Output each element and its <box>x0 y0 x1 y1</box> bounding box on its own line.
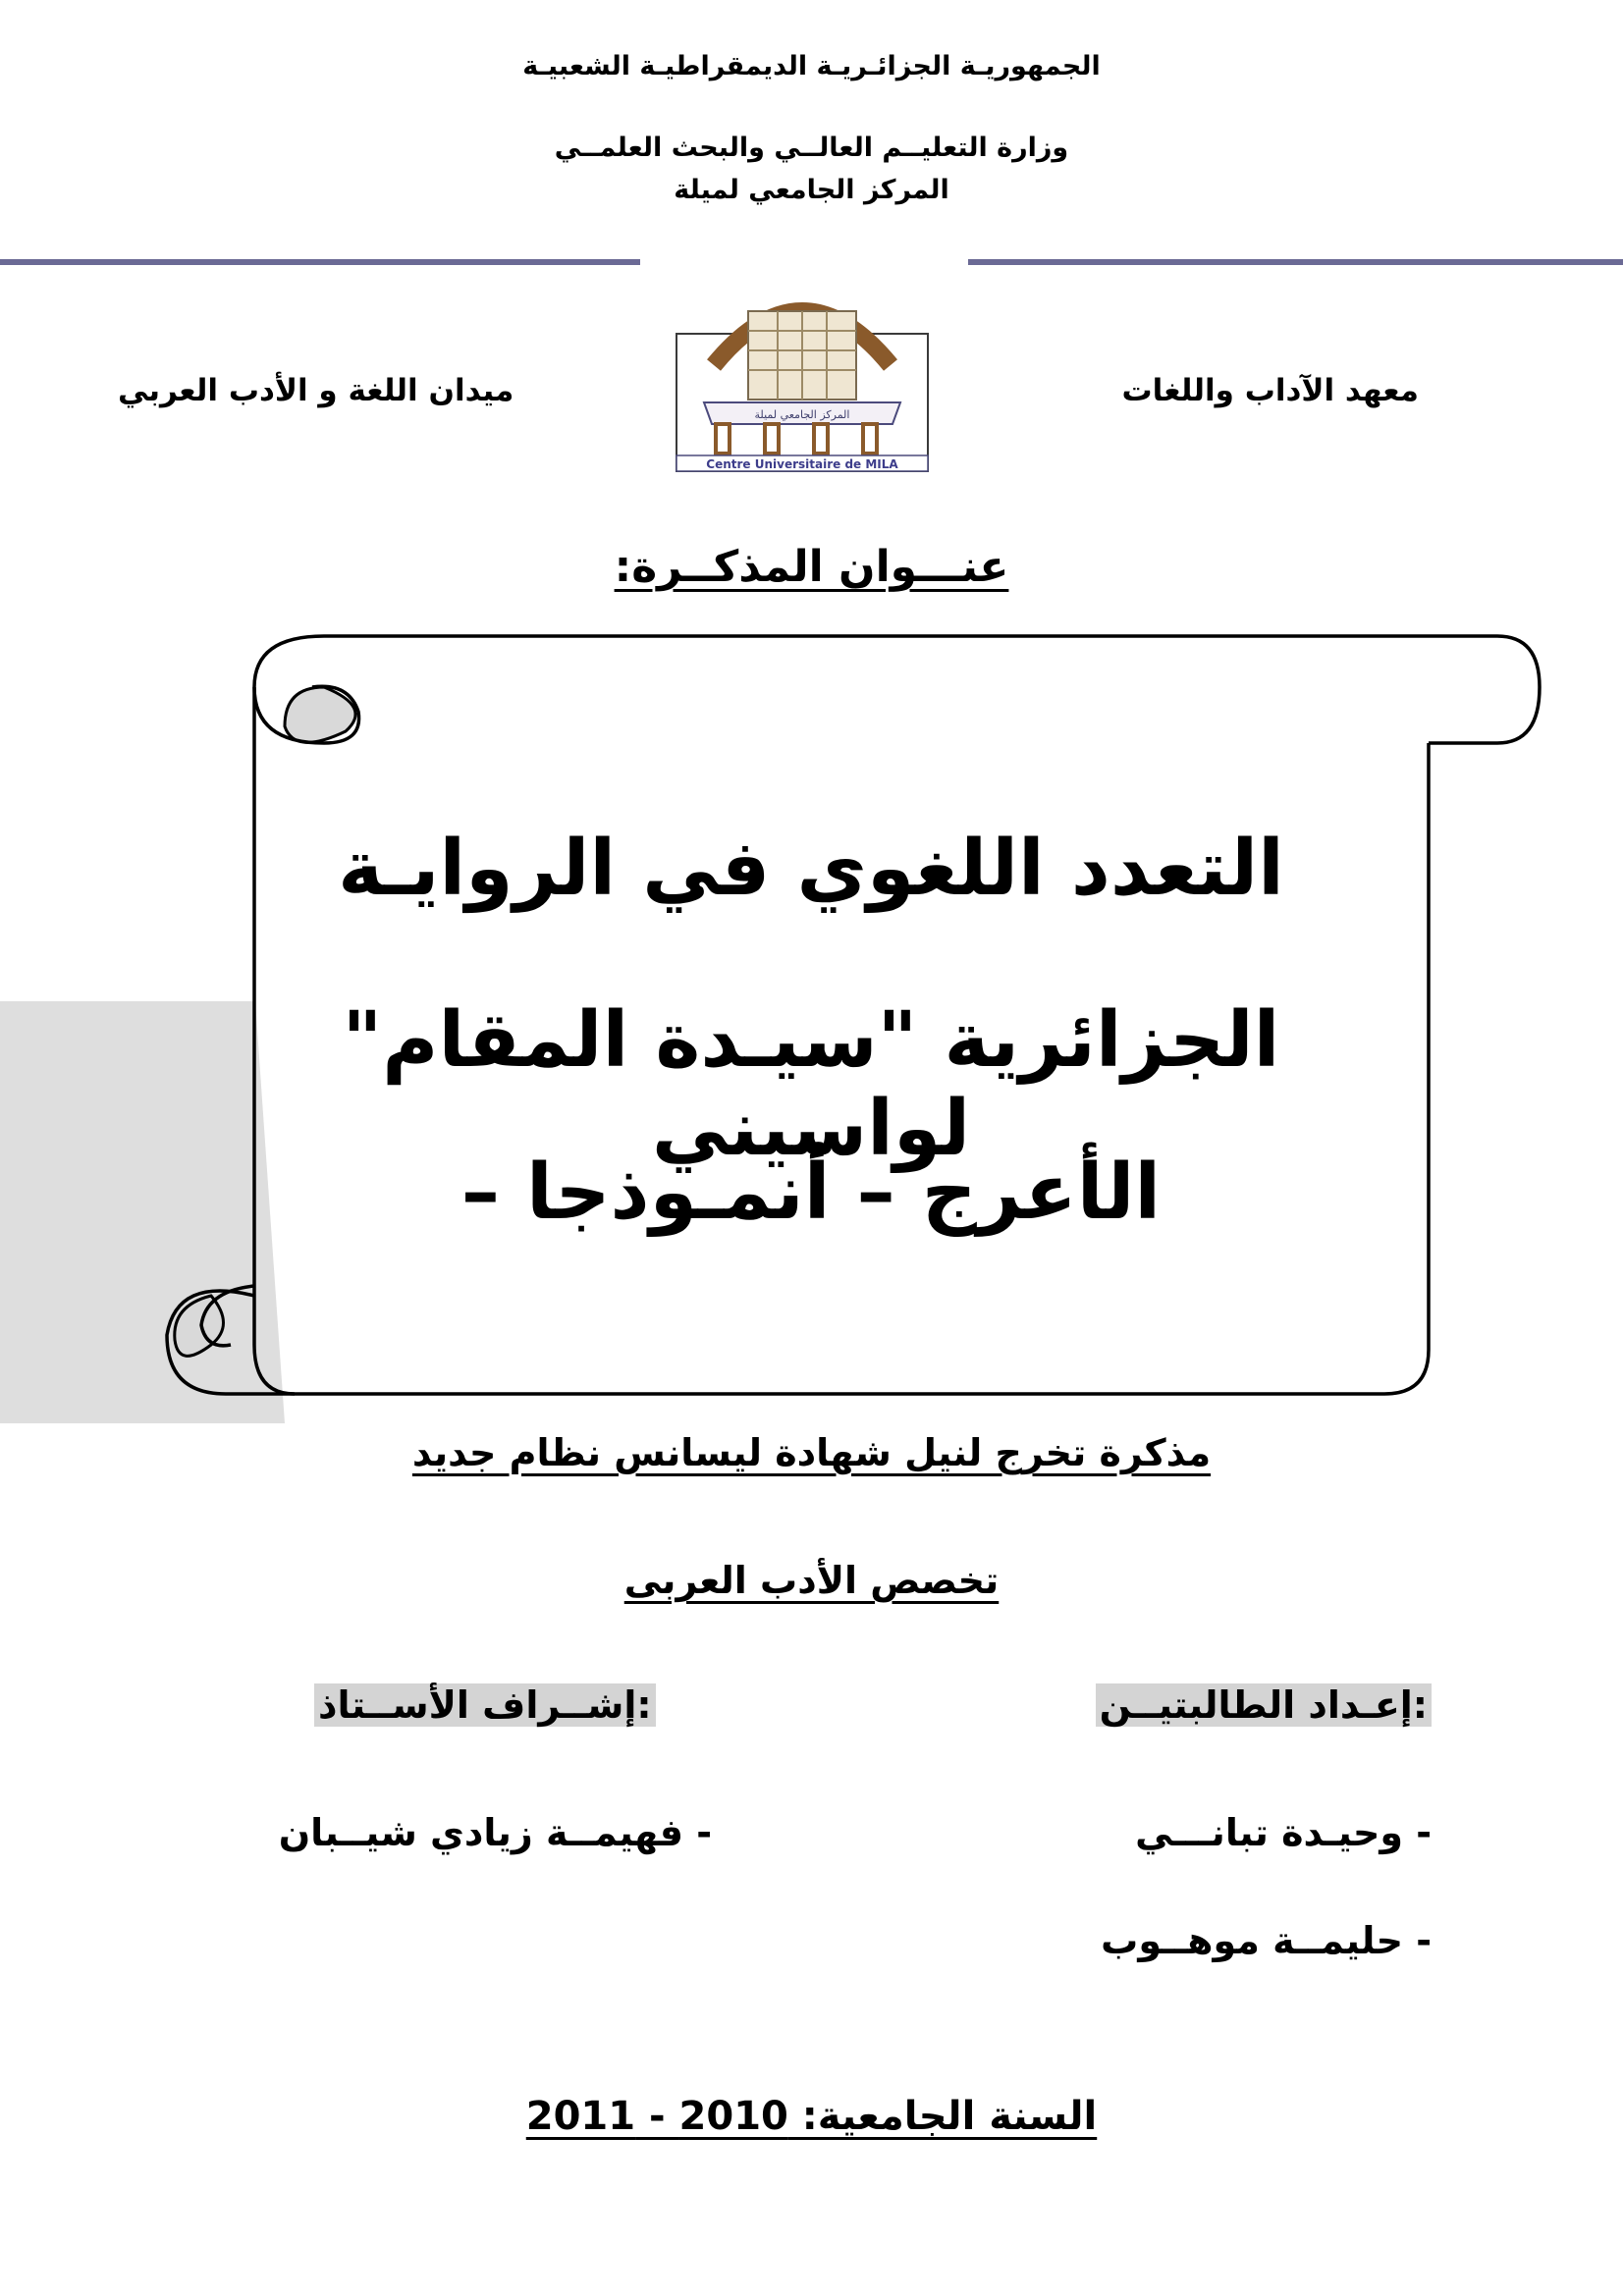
logo-banner-text: المركز الجامعي لميلة <box>754 408 850 421</box>
student-name-1: - وحيـدة تبانـــي <box>1135 1811 1432 1854</box>
thesis-title-line-3: الأعرج – أنمـوذجا – <box>460 1148 1162 1237</box>
logo-caption: Centre Universitaire de MILA <box>706 457 898 471</box>
thesis-title-line-1: التعدد اللغوي في الروايـة <box>338 825 1284 913</box>
specialty-label: تخصص الأدب العربى <box>623 1559 1000 1602</box>
field-label: ميدان اللغة و الأدب العربي <box>118 373 514 408</box>
center-title: المركز الجامعي لميلة <box>674 175 949 205</box>
institute-label: معهد الآداب واللغات <box>1121 373 1419 408</box>
memo-title-label: عنـــوان المذكــرة: <box>614 542 1009 592</box>
republic-title: الجمهوريـة الجزائـريـة الديمقراطيـة الشعبيـة <box>522 51 1101 81</box>
student-name-2: - حليمــة موهــوب <box>1101 1919 1432 1962</box>
supervisor-name: - فهيمــة زيادي شيــبان <box>278 1811 712 1854</box>
academic-year: السنة الجامعية: 2010 - 2011 <box>525 2094 1098 2139</box>
supervisor-label: إشــراف الأســتاذ: <box>314 1683 656 1727</box>
thesis-title-line-2: الجزائرية "سيـدة المقام" لواسيني <box>342 996 1280 1173</box>
degree-label: مذكرة تخرج لنيل شهادة ليسانس نظام جديد <box>411 1431 1212 1474</box>
prepared-by-label: إعـداد الطالبتيــن: <box>1096 1683 1432 1727</box>
ministry-title: وزارة التعليــم العالــي والبحث العلمــي <box>554 133 1069 163</box>
